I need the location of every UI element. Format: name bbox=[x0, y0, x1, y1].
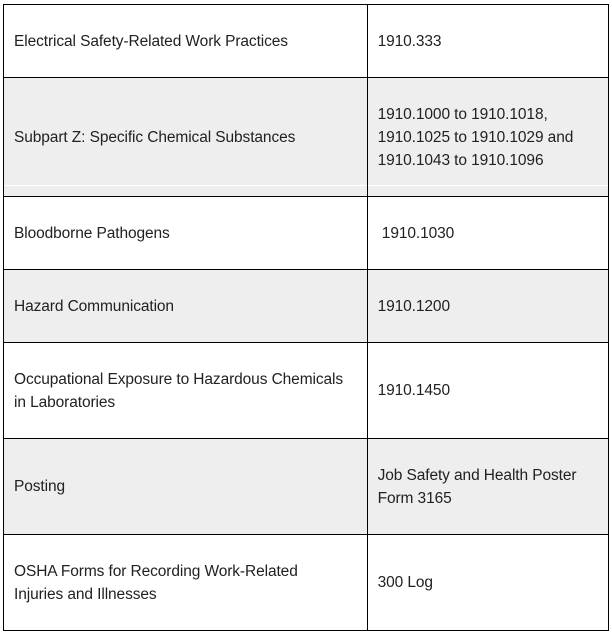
table-row bbox=[4, 5, 609, 78]
topic-cell: Posting bbox=[4, 439, 368, 535]
standard-line: 1910.1025 to 1910.1029 and bbox=[377, 128, 574, 146]
table-row bbox=[4, 343, 609, 439]
topic-cell: Hazard Communication bbox=[4, 270, 368, 343]
standard-cell bbox=[367, 439, 608, 535]
topic-cell: Electrical Safety-Related Work Practices bbox=[4, 5, 368, 78]
table-row bbox=[4, 439, 609, 535]
topic-line: Injuries and Illnesses bbox=[14, 585, 157, 603]
row-separator-line bbox=[4, 185, 367, 186]
topic-line: OSHA Forms for Recording Work-Related bbox=[14, 562, 298, 580]
table-row bbox=[4, 78, 609, 197]
standard-line: Form 3165 bbox=[377, 489, 452, 507]
topic-line: in Laboratories bbox=[14, 393, 116, 411]
standard-line: 1910.1043 to 1910.1096 bbox=[377, 151, 544, 169]
standard-cell: 1910.1200 bbox=[367, 270, 608, 343]
table-row bbox=[4, 197, 609, 270]
standard-line: Job Safety and Health Poster bbox=[377, 466, 577, 484]
topic-cell bbox=[4, 78, 368, 197]
standard-line: 1910.1000 to 1910.1018, bbox=[377, 105, 548, 123]
standard-text: 1910.1030 bbox=[377, 224, 455, 242]
standard-cell: 1910.333 bbox=[367, 5, 608, 78]
topic-cell bbox=[4, 535, 368, 631]
table-row bbox=[4, 535, 609, 631]
table-row bbox=[4, 270, 609, 343]
standard-cell bbox=[367, 197, 608, 270]
topic-cell bbox=[4, 343, 368, 439]
standard-cell: 1910.1450 bbox=[367, 343, 608, 439]
topic-line: Occupational Exposure to Hazardous Chemicals bbox=[14, 370, 344, 388]
topic-text: Subpart Z: Specific Chemical Substances bbox=[14, 128, 296, 146]
row-separator-line bbox=[368, 185, 608, 186]
osha-standards-table bbox=[3, 4, 609, 631]
standard-cell bbox=[367, 78, 608, 197]
topic-cell: Bloodborne Pathogens bbox=[4, 197, 368, 270]
standard-cell: 300 Log bbox=[367, 535, 608, 631]
